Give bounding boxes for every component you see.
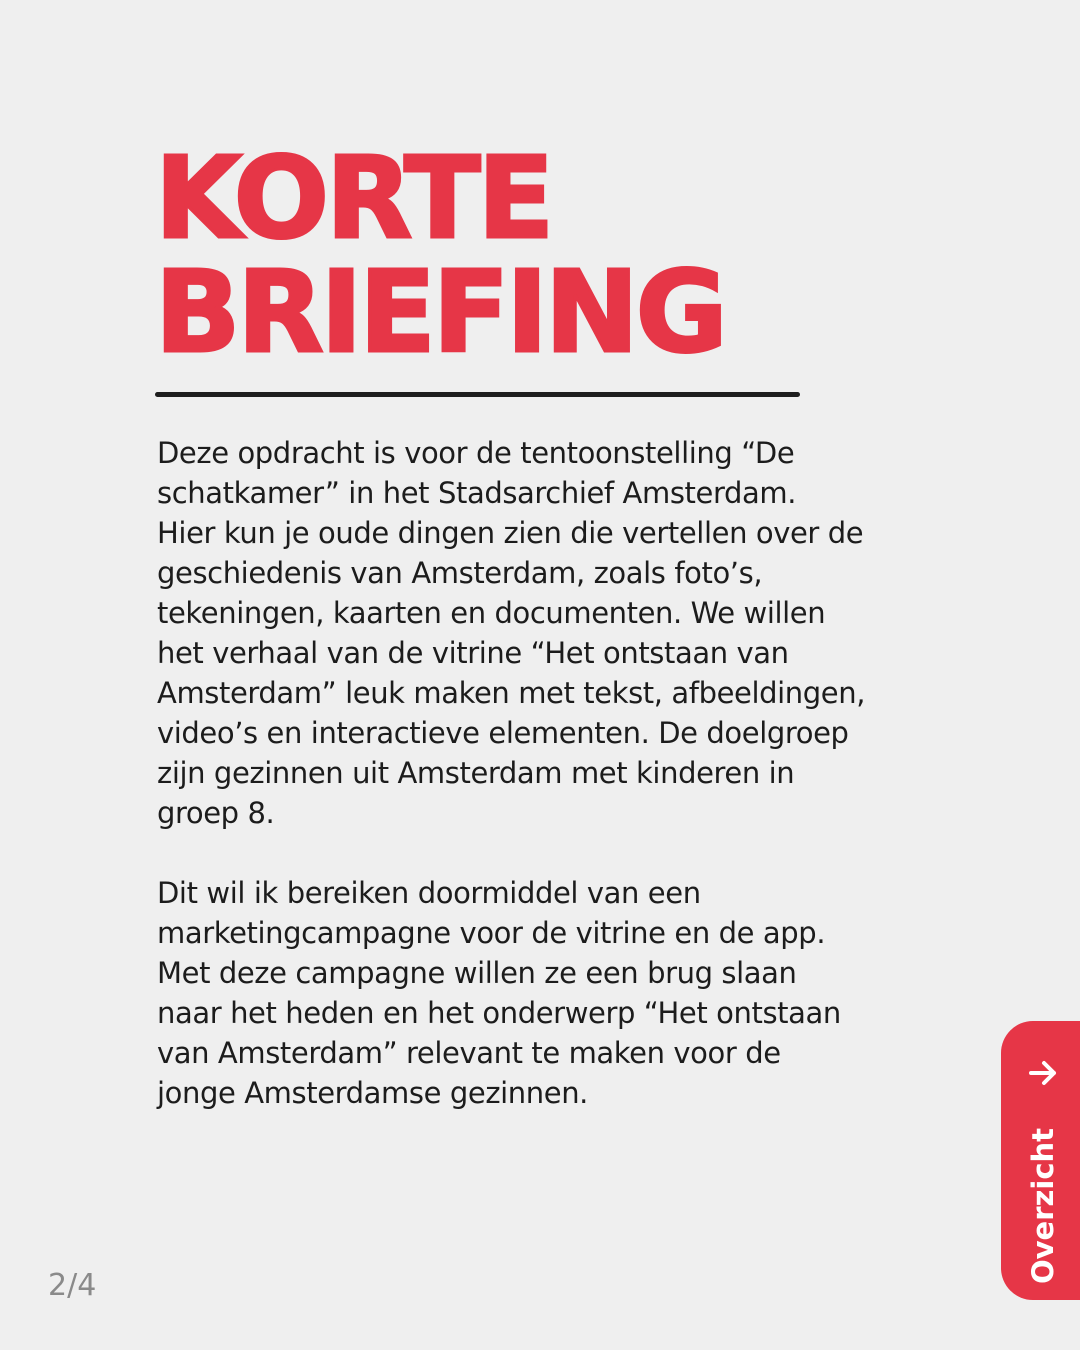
text-line: jonge Amsterdamse gezinnen. <box>157 1076 588 1110</box>
page-counter: 2/4 <box>48 1268 97 1303</box>
briefing-text <box>157 433 957 1153</box>
text-line: Met deze campagne willen ze een brug slaan <box>157 956 797 990</box>
title-line-1: KORTE <box>155 134 552 264</box>
text-line: van Amsterdam” relevant te maken voor de <box>157 1036 781 1070</box>
text-line: zijn gezinnen uit Amsterdam met kinderen in <box>157 756 795 790</box>
page-title <box>155 134 725 378</box>
text-line: schatkamer” in het Stadsarchief Amsterdam. <box>157 476 797 510</box>
overview-label: Overzicht <box>1026 1127 1060 1285</box>
text-line: Dit wil ik bereiken doormiddel van een <box>157 876 701 910</box>
title-line-2: BRIEFING <box>155 248 725 378</box>
text-line: geschiedenis van Amsterdam, zoals foto’s, <box>157 556 763 590</box>
text-line: groep 8. <box>157 796 275 830</box>
text-line: Hier kun je oude dingen zien die vertellen over de <box>157 516 864 550</box>
paragraph-2 <box>157 873 957 1113</box>
text-line: marketingcampagne voor de vitrine en de app. <box>157 916 826 950</box>
text-line: Amsterdam” leuk maken met tekst, afbeeldingen, <box>157 676 866 710</box>
paragraph-1 <box>157 433 957 833</box>
title-divider <box>155 392 800 397</box>
overview-button[interactable] <box>1001 1021 1080 1300</box>
text-line: tekeningen, kaarten en documenten. We willen <box>157 596 826 630</box>
text-line: naar het heden en het onderwerp “Het ontstaan <box>157 996 841 1030</box>
text-line: het verhaal van de vitrine “Het ontstaan van <box>157 636 789 670</box>
text-line: Deze opdracht is voor de tentoonstelling “De <box>157 436 795 470</box>
text-line: video’s en interactieve elementen. De doelgroep <box>157 716 849 750</box>
arrow-right-icon <box>1023 1053 1063 1093</box>
